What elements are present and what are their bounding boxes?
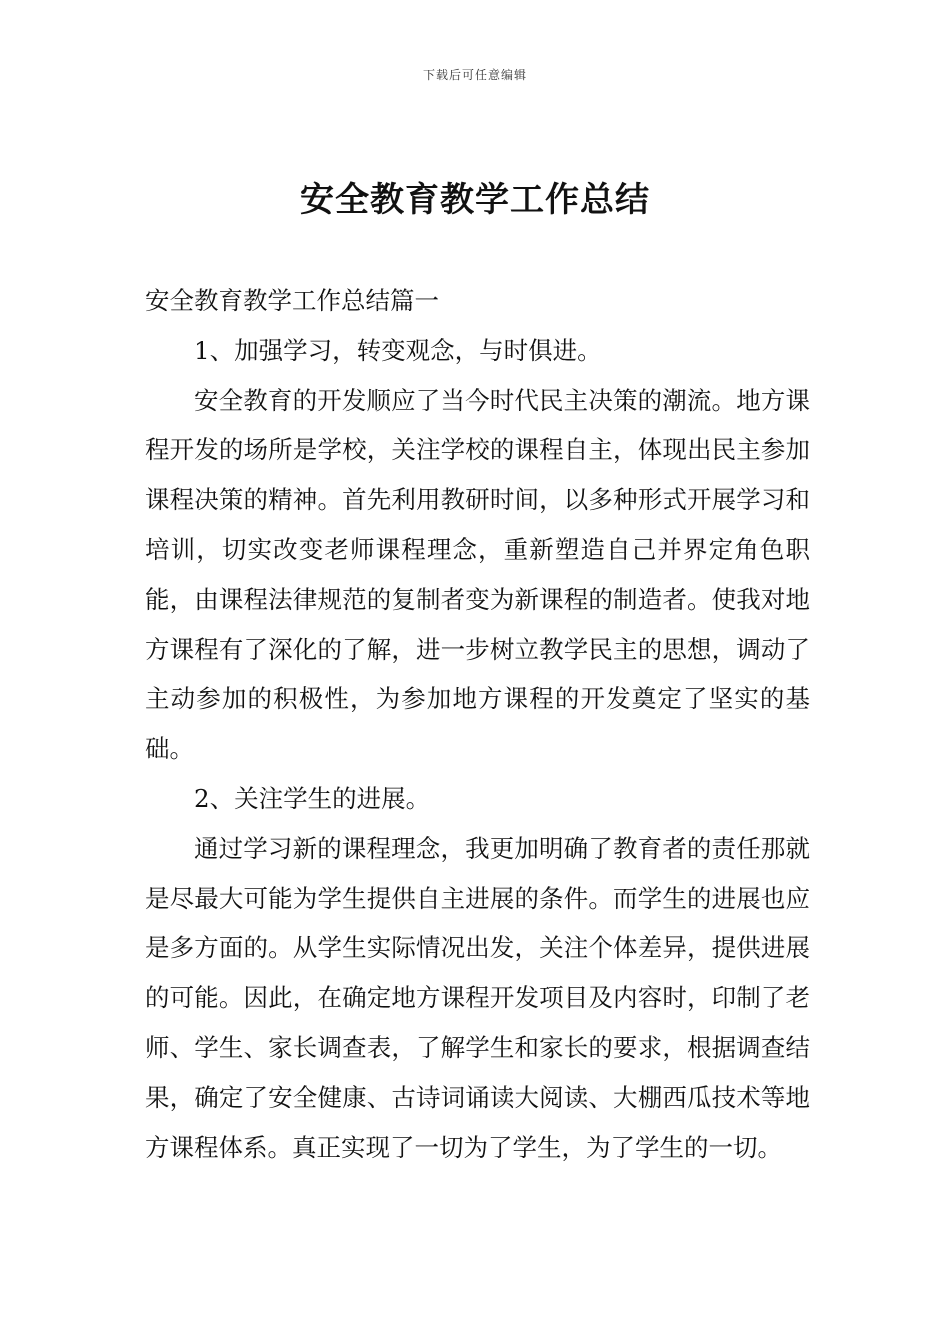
section-title: 安全教育教学工作总结篇一: [145, 286, 439, 315]
document-title: 安全教育教学工作总结: [300, 180, 650, 220]
document-body: [145, 276, 810, 1172]
paragraph-point-1: 1、加强学习，转变观念，与时俱进。: [194, 335, 602, 365]
paragraph-body-2: 通过学习新的课程理念，我更加明确了教育者的责任那就是尽最大可能为学生提供自主进展的条件。而学生的进展也应是多方面的。从学生实际情况出发，关注个体差异，提供进展的可能。因此，在确定地方课程开发项目及内容时，印制了老师、学生、家长调查表，了解学生和家长的要求，根据调查结果，确定了安全健康、古诗词诵读大阅读、大棚西瓜技术等地方课程体系。真正实现了一切为了学生，为了学生的一切。: [145, 833, 810, 1162]
paragraph-point-2: 2、关注学生的进展。: [194, 783, 431, 813]
paragraph-body-1: 安全教育的开发顺应了当今时代民主决策的潮流。地方课程开发的场所是学校，关注学校的课程自主，体现出民主参加课程决策的精神。首先利用教研时间，以多种形式开展学习和培训，切实改变老师课程理念，重新塑造自己并界定角色职能，由课程法律规范的复制者变为新课程的制造者。使我对地方课程有了深化的了解，进一步树立教学民主的思想，调动了主动参加的积极性，为参加地方课程的开发奠定了坚实的基础。: [145, 385, 810, 764]
page-header-note: 下载后可任意编辑: [422, 68, 527, 82]
